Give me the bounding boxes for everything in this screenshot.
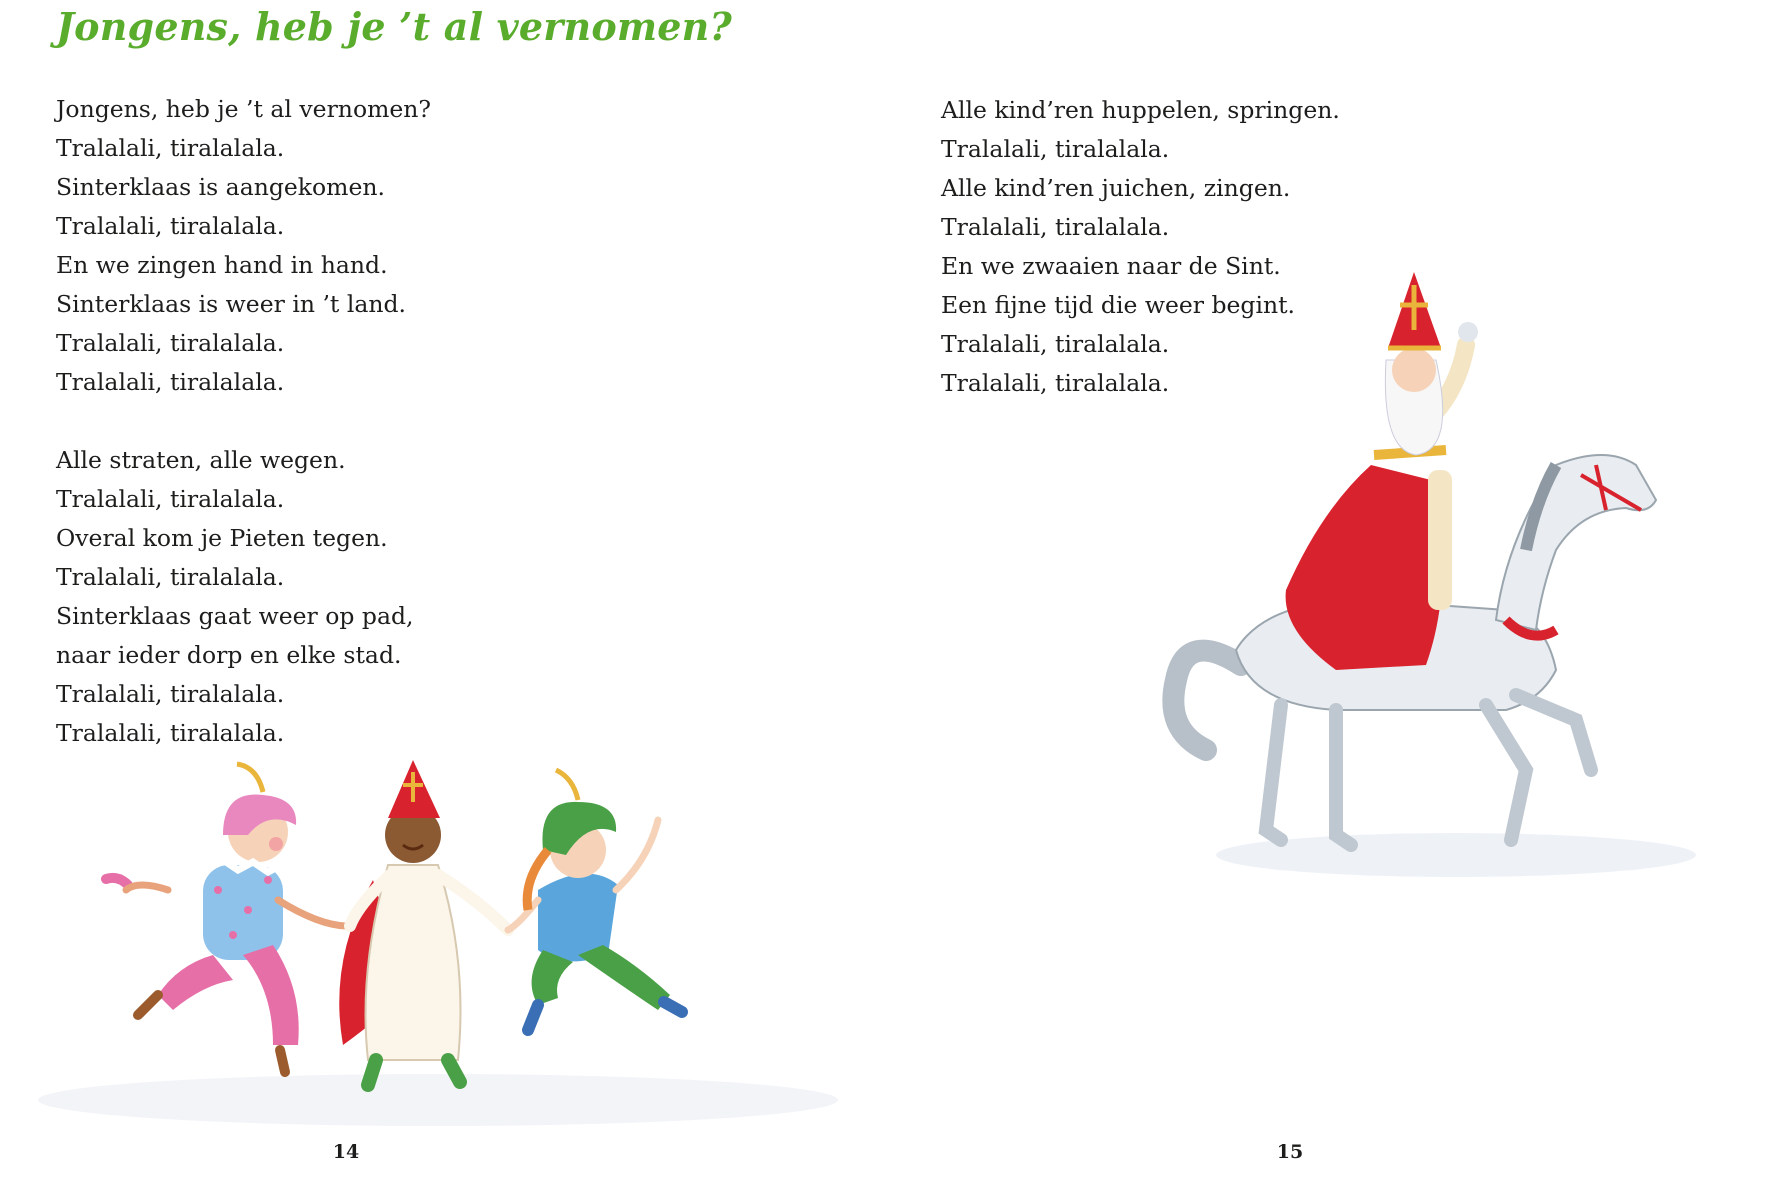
stanza-2 [56, 441, 413, 753]
verse-line: Alle straten, alle wegen. [56, 446, 346, 474]
verse-line: Tralalali, tiralalala. [56, 329, 285, 357]
verse-line: Tralalali, tiralalala. [56, 680, 285, 708]
verse-line: Alle kind’ren huppelen, springen. [941, 96, 1340, 124]
page-title: Jongens, heb je ’t al vernomen? [56, 4, 732, 49]
page-number-left: 14 [332, 1141, 360, 1163]
verse-line: Sinterklaas gaat weer op pad, [56, 602, 414, 630]
verse-line: Sinterklaas is weer in ’t land. [56, 290, 406, 318]
verse-line: Tralalali, tiralalala. [941, 135, 1170, 163]
verse-line: Tralalali, tiralalala. [56, 368, 285, 396]
verse-line: En we zingen hand in hand. [56, 251, 388, 279]
verse-line: Jongens, heb je ’t al vernomen? [56, 95, 432, 123]
page-number-right: 15 [1276, 1141, 1304, 1163]
verse-line: Tralalali, tiralalala. [56, 485, 285, 513]
green-child-figure [508, 770, 682, 1030]
verse-line: Tralalali, tiralalala. [56, 212, 285, 240]
verse-line: Sinterklaas is aangekomen. [56, 173, 385, 201]
verse-line: naar ieder dorp en elke stad. [56, 641, 402, 669]
verse-line: Alle kind’ren juichen, zingen. [941, 174, 1291, 202]
stanza-1 [56, 90, 431, 402]
verse-line: Tralalali, tiralalala. [941, 213, 1170, 241]
verse-line: Tralalali, tiralalala. [56, 719, 285, 747]
verse-line: Overal kom je Pieten tegen. [56, 524, 388, 552]
verse-line: Tralalali, tiralalala. [56, 563, 285, 591]
verse-line: Een fijne tijd die weer begint. [941, 291, 1296, 319]
mitre-child-figure [339, 760, 508, 1085]
verse-line: Tralalali, tiralalala. [941, 369, 1170, 397]
dancing-children-illustration [18, 740, 858, 1130]
verse-line: Tralalali, tiralalala. [941, 330, 1170, 358]
pink-child-figure [106, 764, 346, 1072]
right-page [886, 0, 1772, 1179]
verse-line: En we zwaaien naar de Sint. [941, 252, 1281, 280]
verse-line: Tralalali, tiralalala. [56, 134, 285, 162]
sinterklaas-on-horse-illustration [1036, 250, 1766, 1020]
